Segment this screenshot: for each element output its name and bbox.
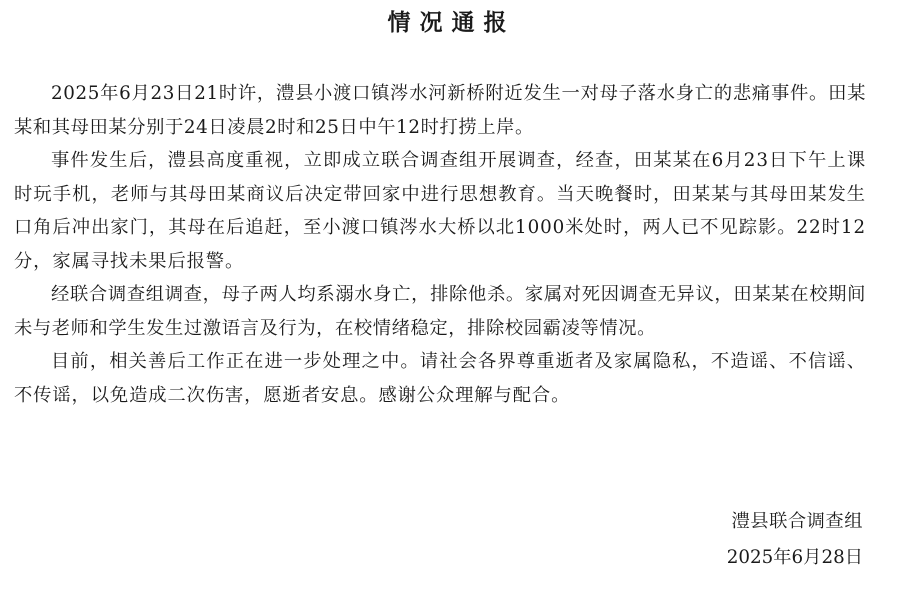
paragraph-appeal: 目前，相关善后工作正在进一步处理之中。请社会各界尊重逝者及家属隐私，不造谣、不信谣、不传谣，以免造成二次伤害，愿逝者安息。感谢公众理解与配合。 bbox=[14, 351, 866, 406]
paragraph-findings: 经联合调查组调查，母子两人均系溺水身亡，排除他杀。家属对死因调查无异议，田某某在校期间未与老师和学生发生过激语言及行为，在校情绪稳定，排除校园霸凌等情况。 bbox=[14, 284, 866, 339]
document-title: 情况通报 bbox=[387, 10, 516, 36]
signature-date: 2025年6月28日 bbox=[726, 547, 863, 568]
signature-organization: 澧县联合调查组 bbox=[731, 511, 863, 532]
document-body bbox=[14, 77, 866, 412]
paragraph-investigation: 事件发生后，澧县高度重视，立即成立联合调查组开展调查，经查，田某某在6月23日下午上课时玩手机，老师与其母田某商议后决定带回家中进行思想教育。当天晚餐时，田某某与其母田某发生口角后冲出家门，其母在后追赶，至小渡口镇涔水大桥以北1000米处时，两人已不见踪影。22时12分，家属寻找未果后报警。 bbox=[14, 150, 866, 272]
paragraph-incident: 2025年6月23日21时许，澧县小渡口镇涔水河新桥附近发生一对母子落水身亡的悲痛事件。田某某和其母田某分别于24日凌晨2时和25日中午12时打捞上岸。 bbox=[14, 83, 866, 138]
